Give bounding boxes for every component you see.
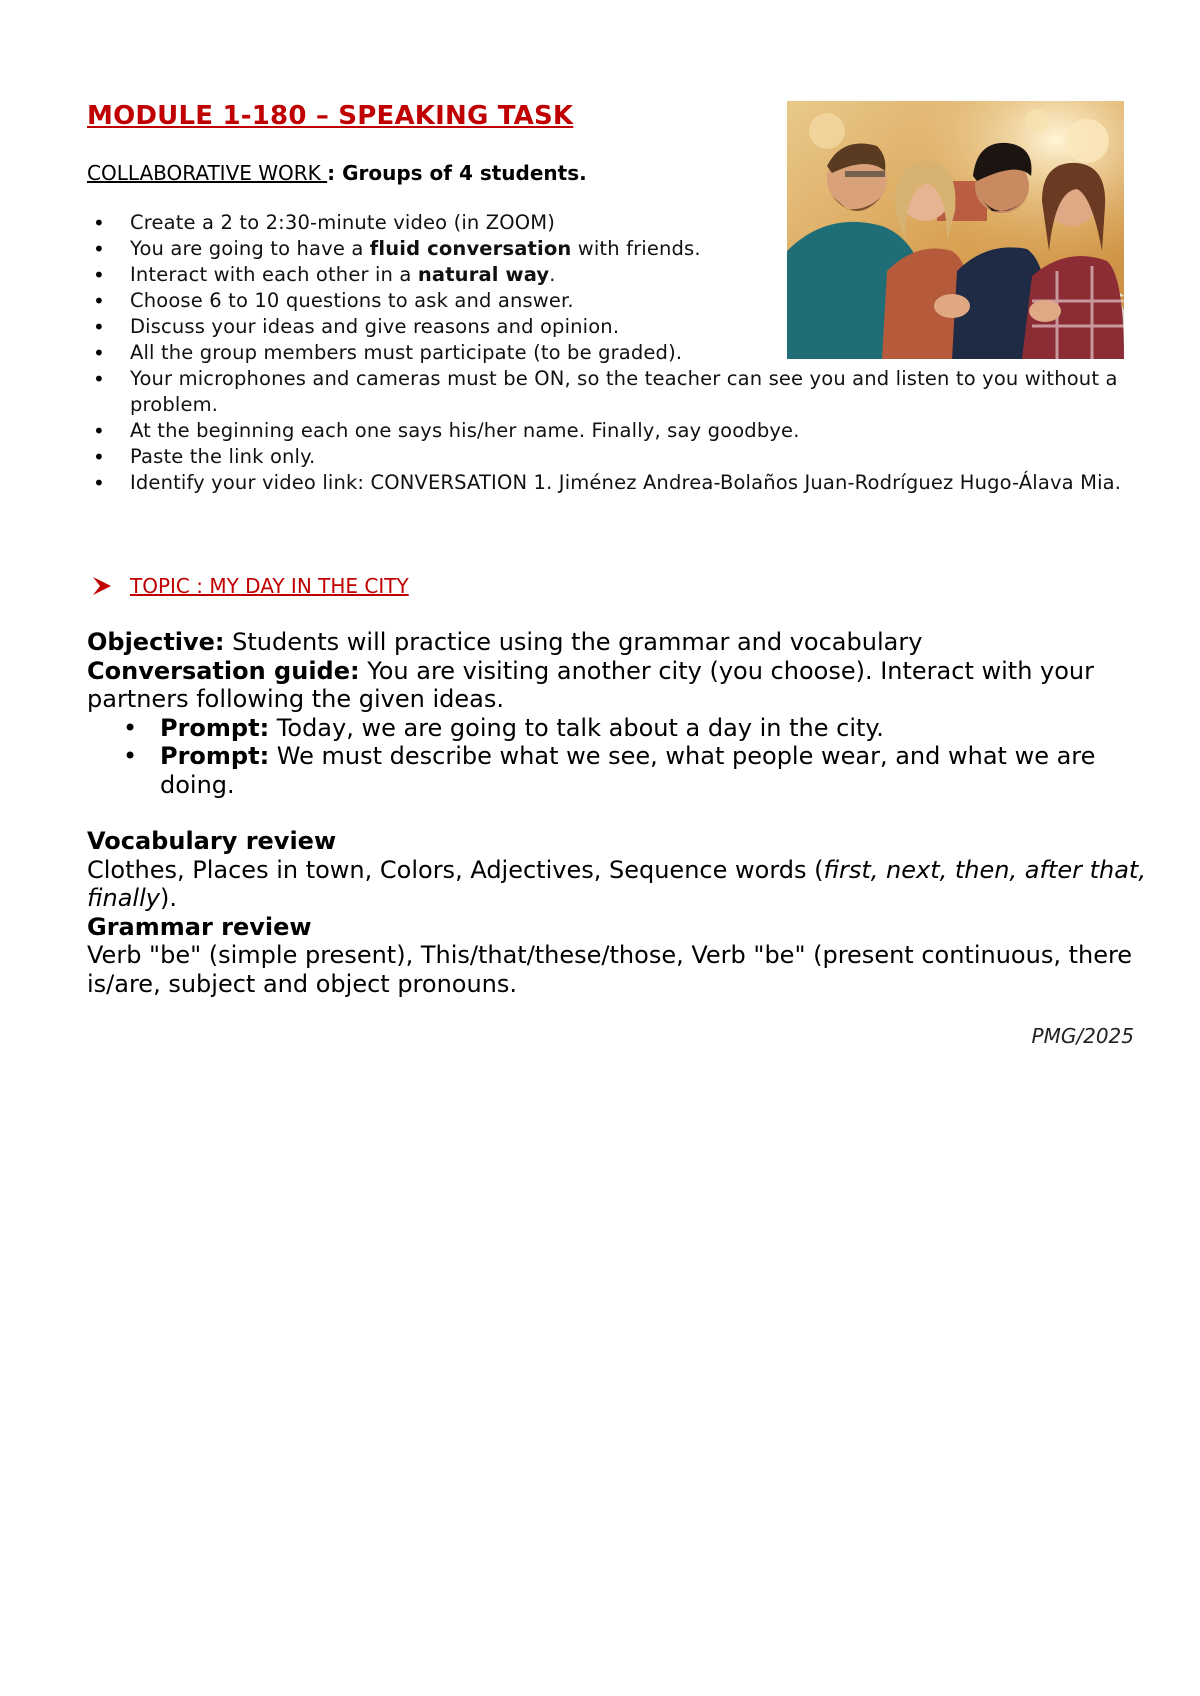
conversation-section	[87, 628, 1147, 998]
rule-bold: fluid conversation	[369, 237, 572, 260]
list-item	[87, 366, 1137, 418]
list-item	[87, 714, 1147, 743]
prompt-text: We must describe what we see, what people wear, and what we are doing.	[160, 742, 1096, 799]
rule-text: Discuss your ideas and give reasons and opinion.	[130, 315, 620, 338]
list-item	[87, 236, 730, 262]
objective-text: Students will practice using the grammar and vocabulary	[224, 628, 923, 656]
guide-paragraph	[87, 657, 1147, 714]
list-item	[87, 314, 1137, 340]
rule-text: All the group members must participate (to be graded).	[130, 341, 683, 364]
list-item	[87, 742, 1147, 799]
task-rules-list	[87, 210, 1137, 496]
guide-text: You are visiting another city (you choose). Interact with your partners following the given ideas.	[87, 656, 1094, 713]
rule-text: Your microphones and cameras must be ON, so the teacher can see you and listen to you without a problem.	[130, 367, 1118, 416]
prompt-text: Today, we are going to talk about a day in the city.	[269, 713, 884, 742]
rule-bold: natural way	[417, 263, 550, 286]
vocab-italic: first, next, then, after that, finally	[87, 855, 1146, 912]
arrowhead-bullet-icon	[91, 575, 113, 597]
list-item	[87, 340, 1137, 366]
rule-text: Identify your video link: CONVERSATION 1. Jiménez Andrea-Bolaños Juan-Rodríguez Hugo-Álava Mia.	[130, 471, 1122, 494]
list-item	[87, 288, 1137, 314]
objective-paragraph	[87, 628, 1147, 657]
spacer	[87, 799, 1147, 827]
rule-text: .	[549, 263, 556, 286]
rule-text: Create a 2 to 2:30-minute video (in ZOOM)	[130, 211, 555, 234]
rule-text: You are going to have a	[130, 237, 370, 260]
signature: PMG/2025	[1031, 1024, 1134, 1048]
list-item	[87, 418, 1137, 444]
grammar-paragraph: Verb "be" (simple present), This/that/these/those, Verb "be" (present continuous, there is/are, subject and object pronouns.	[87, 941, 1133, 998]
objective-label: Objective:	[87, 628, 225, 656]
prompt-label: Prompt:	[160, 742, 270, 770]
grammar-heading-text: Grammar review	[87, 912, 312, 941]
rule-text: Interact with each other in a	[130, 263, 418, 286]
page-title: MODULE 1-180 – SPEAKING TASK	[87, 101, 574, 131]
collaborative-work-line	[87, 160, 587, 186]
prompts-list	[87, 714, 1147, 800]
list-item	[87, 262, 1137, 288]
list-item	[87, 470, 1130, 496]
rule-text: Choose 6 to 10 questions to ask and answer.	[130, 289, 574, 312]
rule-text: Paste the link only.	[130, 445, 316, 468]
vocab-heading-text: Vocabulary review	[87, 827, 337, 855]
vocab-text: ).	[159, 884, 177, 912]
rule-text: At the beginning each one says his/her name. Finally, say goodbye.	[130, 419, 800, 442]
topic-title: TOPIC : MY DAY IN THE CITY	[130, 574, 409, 598]
collab-label: COLLABORATIVE WORK	[87, 161, 328, 185]
list-item	[87, 444, 1137, 470]
list-item	[87, 210, 1137, 236]
grammar-heading	[87, 913, 1147, 942]
vocab-heading	[87, 827, 1147, 856]
vocab-paragraph	[87, 856, 1147, 913]
prompt-label: Prompt:	[160, 713, 270, 742]
collab-text: Groups of 4 students.	[342, 161, 587, 185]
guide-label: Conversation guide:	[87, 656, 360, 685]
rule-text: with friends.	[571, 237, 701, 260]
collab-sep: :	[327, 161, 343, 185]
vocab-text: Clothes, Places in town, Colors, Adjectives, Sequence words (	[87, 855, 824, 884]
